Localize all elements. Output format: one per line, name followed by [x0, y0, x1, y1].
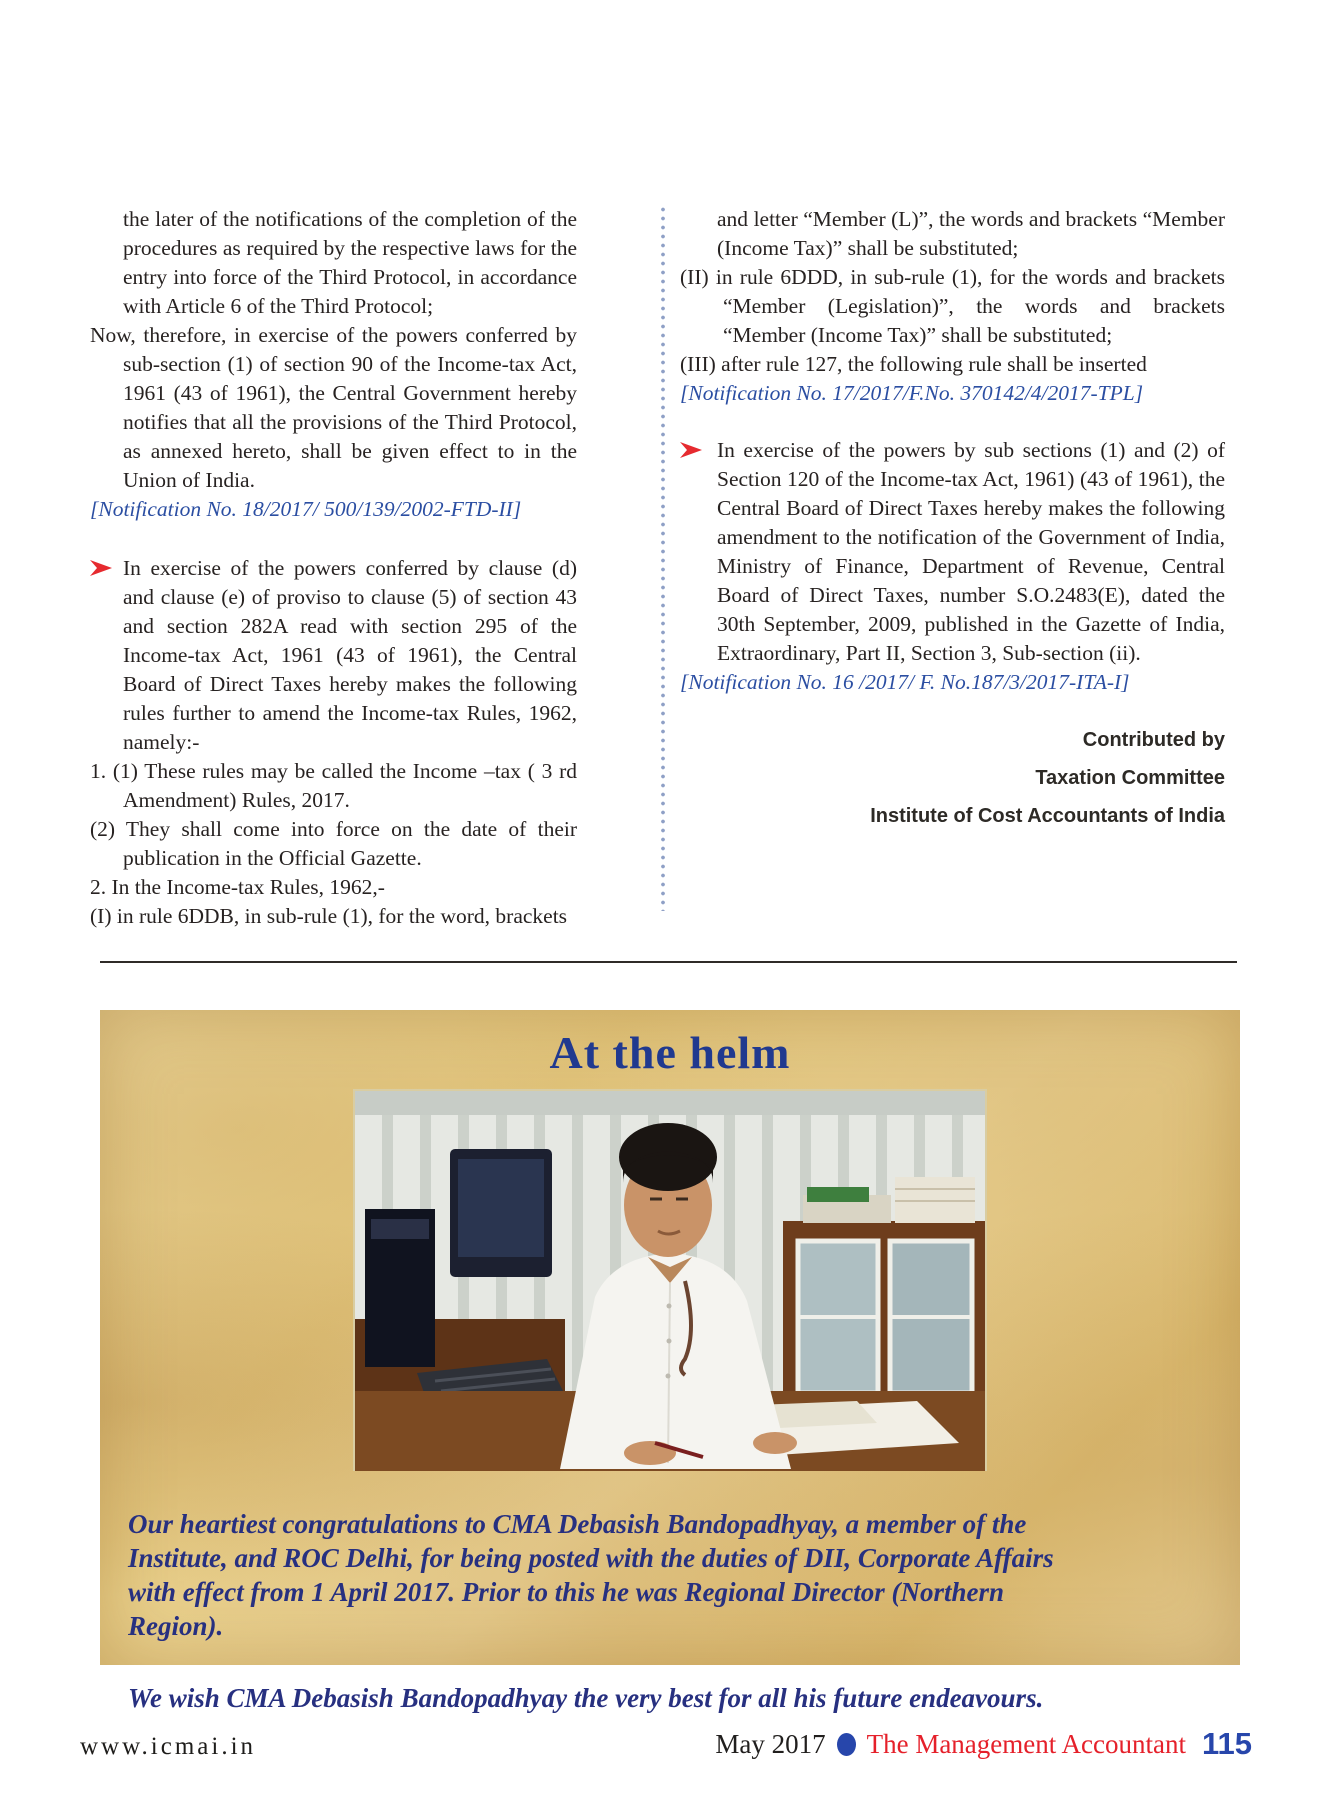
article-columns	[90, 205, 1225, 931]
cabinet-right	[783, 1177, 985, 1413]
right-column	[680, 205, 1225, 931]
rule-item: (2) They shall come into force on the date of their publication in the Official Gazette.	[90, 817, 577, 870]
contributed-institute: Institute of Cost Accountants of India	[870, 805, 1225, 827]
at-the-helm-box	[100, 1010, 1240, 1713]
rule-item: 1. (1) These rules may be called the Income –tax ( 3 rd Amendment) Rules, 2017.	[90, 759, 577, 812]
notification-reference: [Notification No. 16 /2017/ F. No.187/3/2017-ITA-I]	[680, 670, 1130, 694]
left-column	[90, 205, 577, 931]
arrow-bullet-icon	[680, 442, 702, 458]
magazine-title: The Management Accountant	[866, 1728, 1186, 1759]
column-divider	[661, 205, 665, 911]
contributed-committee: Taxation Committee	[1035, 767, 1225, 789]
bullet-paragraph	[680, 436, 1225, 668]
rule-item: (II) in rule 6DDD, in sub-rule (1), for the words and brackets “Member (Legislation)”, the words and brackets “Member (Income Tax)” shall be substituted;	[680, 265, 1225, 347]
arrow-bullet-icon	[90, 560, 112, 576]
continuation-paragraph: and letter “Member (L)”, the words and brackets “Member (Income Tax)” shall be substituted;	[717, 207, 1225, 260]
contributed-by-block	[680, 721, 1225, 835]
bullet-paragraph	[90, 554, 577, 757]
bullet-paragraph-text: In exercise of the powers by sub sections (1) and (2) of Section 120 of the Income-tax Act, 1961) (43 of 1961), the Central Board of Direct Taxes hereby makes the following amendment to the notification of the Government of India, Ministry of Finance, Department of Revenue, Central Board of Direct Taxes, number S.O.2483(E), dated the 30th September, 2009, published in the Gazette of India, Extraordinary, Part II, Section 3, Sub-section (ii).	[717, 438, 1225, 665]
best-wishes-text: We wish CMA Debasish Bandopadhyay the very best for all his future endeavours.	[128, 1683, 1044, 1713]
portrait-photo	[355, 1091, 985, 1469]
bullet-paragraph-text: In exercise of the powers conferred by clause (d) and clause (e) of proviso to clause (5) of section 43 and section 282A read with section 295 of the Income-tax Act, 1961 (43 of 1961), the Central Board of Direct Taxes hereby makes the following rules further to amend the Income-tax Rules, 1962, namely:-	[123, 556, 577, 754]
rule-item: 2. In the Income-tax Rules, 1962,-	[90, 875, 385, 899]
notification-reference: [Notification No. 17/2017/F.No. 370142/4/2017-TPL]	[680, 381, 1144, 405]
footer-journal-info	[715, 1726, 1252, 1762]
box-title: At the helm	[549, 1027, 791, 1078]
website-link[interactable]: www.icmai.in	[80, 1733, 257, 1760]
page-number: 115	[1201, 1726, 1252, 1761]
contributed-by-label: Contributed by	[1082, 729, 1225, 751]
section-divider-line	[100, 961, 1237, 963]
now-therefore-paragraph: Now, therefore, in exercise of the powers conferred by sub-section (1) of section 90 of the Income-tax Act, 1961 (43 of 1961), the Central Government hereby notifies that all the provisions of the Third Protocol, as annexed hereto, shall be given effect to in the Union of India.	[90, 323, 577, 492]
rule-item: (III) after rule 127, the following rule shall be inserted	[680, 352, 1147, 376]
congratulations-text: Our heartiest congratulations to CMA Debasish Bandopadhyay, a member of the Institute, and ROC Delhi, for being posted with the duties of DII, Corporate Affairs with effect from 1 April 2017. Prior to this he was Regional Director (Northern Region).	[128, 1509, 1054, 1641]
office-photo-illustration	[355, 1091, 985, 1469]
issue-date: May 2017	[715, 1728, 826, 1759]
rule-item: (I) in rule 6DDB, in sub-rule (1), for the word, brackets	[90, 904, 568, 928]
bullet-separator-icon	[837, 1733, 856, 1756]
notification-reference: [Notification No. 18/2017/ 500/139/2002-FTD-II]	[90, 497, 522, 521]
continuation-paragraph: the later of the notifications of the completion of the procedures as required by the respective laws for the entry into force of the Third Protocol, in accordance with Article 6 of the Third Protocol;	[123, 207, 577, 318]
